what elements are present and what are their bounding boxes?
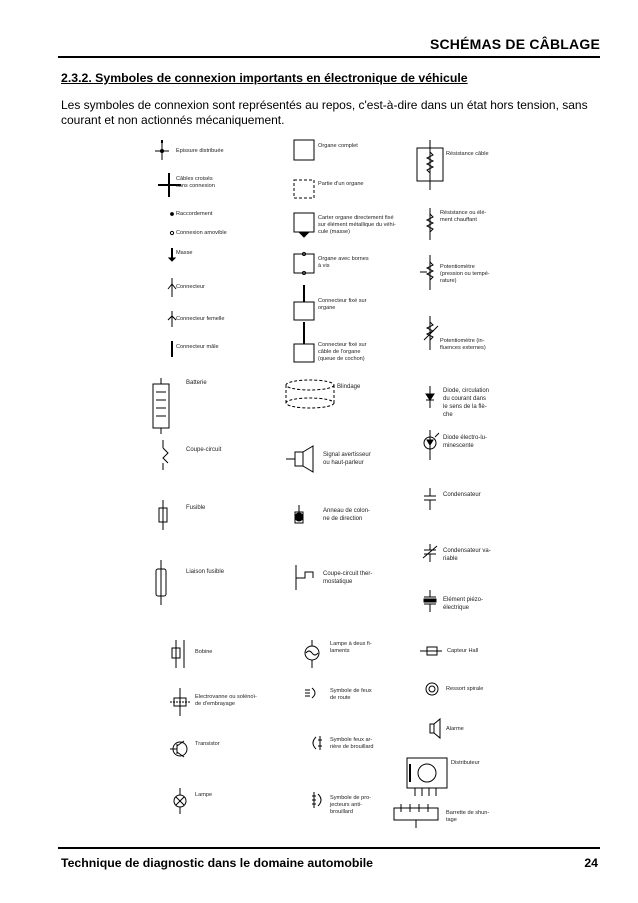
symbol-label: Capteur Hall [447,648,479,654]
symbol-label: Condensateur va- riable [443,548,491,562]
horn-speaker-symbol [286,446,313,472]
symbol-label: Partie d'un organe [318,181,364,187]
section-title: 2.3.2. Symboles de connexion importants en électronique de véhicule [61,71,468,85]
symbol-label: Diode électro-lu- minescente [443,435,488,449]
symbol-label: Symbole feux ar- rière de brouillard [330,737,374,751]
distributor-symbol [407,758,447,796]
symbol-label: Connecteur fixé sur organe [318,298,367,312]
screw-terminal-organ-symbol [294,253,314,275]
female-connector-symbol [168,311,176,327]
symbol-label: Organe avec bornes à vis [318,256,369,270]
shunt-bar-symbol [394,804,438,828]
potentiometer-external-symbol [424,316,438,350]
complete-organ-symbol [294,140,314,160]
ground-symbol [169,248,175,261]
potentiometer-pressure-symbol [420,255,433,290]
shielding-symbol [286,380,334,408]
symbol-label: Coupe-circuit [186,447,222,453]
symbol-label: Connecteur femelle [176,316,225,322]
symbol-label: Potentiomètre (in- fluences externes) [440,338,486,352]
diode-symbol [426,386,434,408]
high-beam-symbol [305,688,315,698]
variable-capacitor-symbol [423,544,437,562]
symbol-label: Liaison fusible [186,569,225,575]
symbol-label: Connexion amovible [176,230,227,236]
symbol-label: Blindage [337,384,361,390]
symbol-label: Signal avertisseur ou haut-parleur [323,452,371,466]
fusible-link-symbol [156,560,166,605]
section-intro: Les symboles de connexion sont représentés au repos, c'est-à-dire dans un état hors tension, sans courant et non actionnés mécaniquement. [61,98,588,127]
symbol-label: Transistor [195,741,220,747]
alarm-symbol [430,719,440,738]
symbol-label: Diode, circulation du courant dans le sens de la flè- che [443,388,490,418]
symbol-label: Epissure distribuée [176,148,224,154]
circuit-breaker-symbol [163,440,168,470]
symbol-label: Organe complet [318,143,358,149]
symbol-label: Lampe à deux fi- laments [330,641,372,655]
symbol-label: Distributeur [451,760,480,766]
symbol-label: Condensateur [443,492,481,498]
led-symbol [424,430,439,460]
transistor-symbol [170,741,187,757]
footer-title: Technique de diagnostic dans le domaine automobile [61,856,374,870]
symbol-label: Coupe-circuit ther- mostatique [323,571,373,585]
symbol-label: Symbole de pro- jecteurs anti- brouillard [330,795,372,816]
symbol-label: Elément piézo- électrique [443,597,484,611]
symbol-label: Fusible [186,505,206,511]
symbol-label: Alarme [446,726,464,732]
removable-connection [170,231,173,234]
symbol-label: Câbles croisés sans connexion [176,176,215,190]
organ-mounted-connector-symbol [294,285,314,320]
footer-rule [58,847,600,849]
partial-organ-symbol [294,180,314,198]
connector-symbol [168,278,176,297]
thermal-breaker-symbol [296,565,313,590]
symbol-label: Connecteur [176,284,205,290]
symbol-label: Symbole de feux de route [330,688,372,702]
symbol-label: Ressort spirale [446,686,484,692]
junction-dot [171,213,174,216]
symbol-label: Résistance ou élé- ment chauffant [440,210,487,224]
splice-symbol [155,140,169,160]
fuse-symbol [159,500,167,530]
hall-sensor-symbol [420,647,442,655]
heating-resistor-symbol [427,208,433,240]
symbol-label: Carter organe directement fixé sur élément métallique du véhi- cule (masse) [318,215,396,236]
cable-resistor-symbol [417,140,443,190]
symbol-label: Lampe [195,792,213,798]
capacitor-symbol [424,488,436,510]
piezo-element-symbol [424,590,436,612]
symbol-label: Raccordement [176,211,213,217]
spiral-spring-symbol [426,683,438,695]
fog-lamp-symbol [312,792,321,808]
page-number: 24 [584,856,598,870]
coil-symbol [172,640,184,668]
symbol-label: Résistance câble [446,151,489,157]
symbol-label: Anneau de colon- ne de direction [323,508,371,522]
page-header-title: SCHÉMAS DE CÂBLAGE [429,36,600,52]
symbol-label: Connecteur mâle [176,344,219,350]
symbol-label: Bobine [195,649,213,655]
symbol-label: Connecteur fixé sur câble de l'organe (queue de cochon) [318,342,367,363]
symbol-label: Masse [176,250,193,256]
symbol-label: Barrette de shun- tage [446,810,490,824]
symbol-label: Electrovanne ou solénoï- de d'embrayage [195,694,257,708]
steering-column-ring-symbol [295,505,303,523]
solenoid-symbol [170,688,190,716]
symbol-label: Potentiomètre (pression ou tempé- rature) [440,264,490,285]
dual-filament-lamp-symbol [305,640,319,668]
pigtail-connector-symbol [294,322,314,362]
battery-symbol [153,378,169,434]
grounded-housing-symbol [294,213,314,237]
symbol-label: Batterie [186,380,207,386]
lamp-symbol [174,788,186,814]
rear-fog-symbol [313,736,322,750]
